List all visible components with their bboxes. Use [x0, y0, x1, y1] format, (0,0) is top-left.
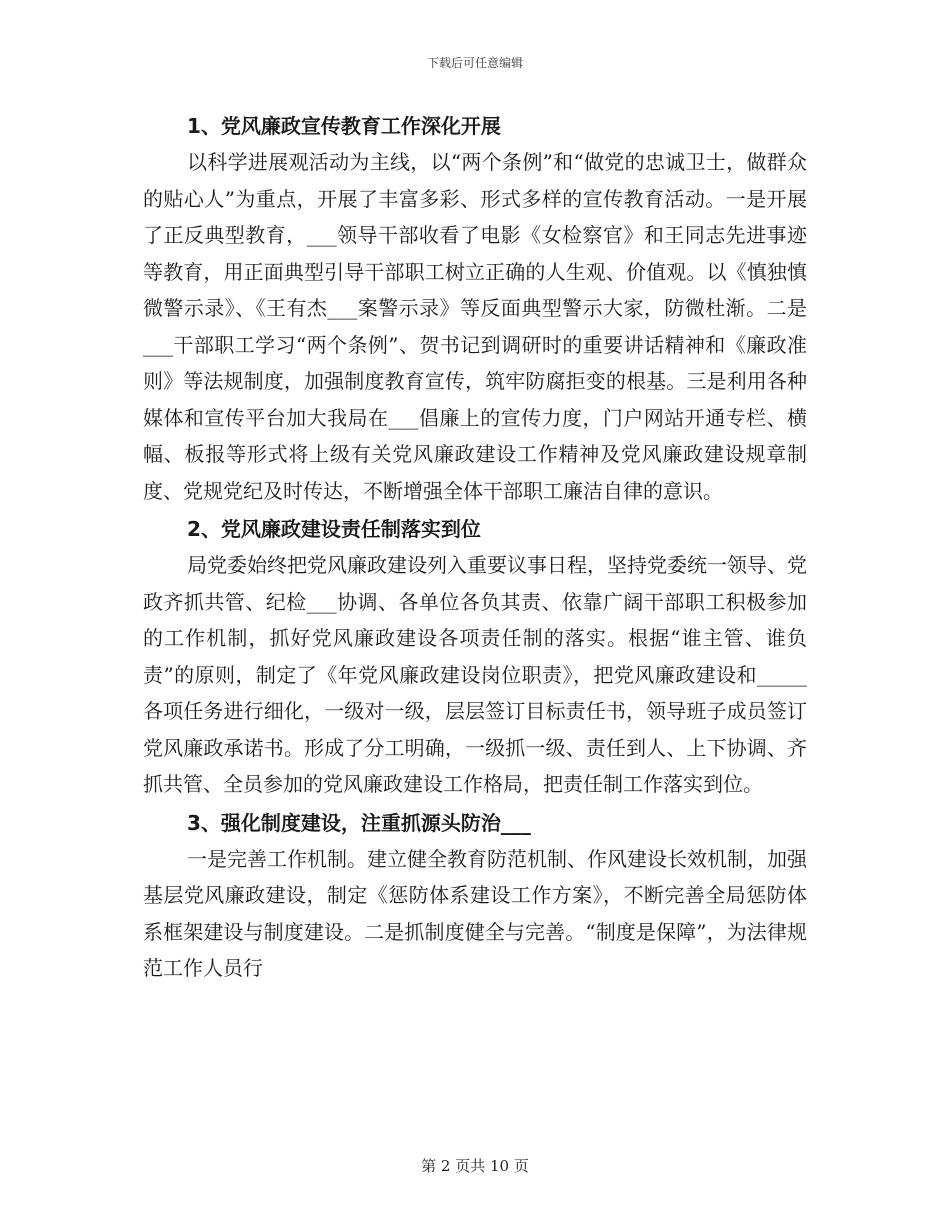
page-header: 下载后可任意编辑	[426, 56, 523, 70]
section-1-heading: 1、党风廉政宣传教育工作深化开展	[187, 114, 501, 138]
section-3-heading: 3、强化制度建设，注重抓源头防治___	[187, 810, 531, 835]
section-2-heading: 2、党风廉政建设责任制落实到位	[187, 517, 481, 541]
section-1-paragraph: 以科学进展观活动为主线，以“两个条例”和“做党的忠诚卫士，做群众的贴心人”为重点，开展了丰富多彩、形式多样的宣传教育活动。一是开展了正反典型教育，___领导干部收看了电影《女检察官》和王同志先进事迹等教育，用正面典型引导干部职工树立正确的人生观、价值观。以《慎独慎微警示录》、《王有杰___案警示录》等反面典型警示大家，防微杜渐。二是___干部职工学习“两个条例”、贺书记到调研时的重要讲话精神和《廉政准则》等法规制度，加强制度教育宣传，筑牢防腐拒变的根基。三是利用各种媒体和宣传平台加大我局在___倡廉上的宣传力度，门户网站开通专栏、横幅、板报等形式将上级有关党风廉政建设工作精神及党风廉政建设规章制度、党规党纪及时传达，不断增强全体干部职工廉洁自律的意识。	[143, 150, 807, 503]
section-2-paragraph: 局党委始终把党风廉政建设列入重要议事日程，坚持党委统一领导、党政齐抓共管、纪检___协调、各单位各负其责、依靠广阔干部职工积极参加的工作机制，抓好党风廉政建设各项责任制的落实。根据“谁主管、谁负责”的原则，制定了《年党风廉政建设岗位职责》，把党风廉政建设和_____各项任务进行细化，一级对一级，层层签订目标责任书，领导班子成员签订党风廉政承诺书。形成了分工明确，一级抓一级、责任到人、上下协调、齐抓共管、全员参加的党风廉政建设工作格局，把责任制工作落实到位。	[143, 553, 807, 796]
document-body	[143, 108, 807, 987]
section-3-paragraph: 一是完善工作机制。建立健全教育防范机制、作风建设长效机制，加强基层党风廉政建设，制定《惩防体系建设工作方案》，不断完善全局惩防体系框架建设与制度建设。二是抓制度健全与完善。“制度是保障”，为法律规范工作人员行	[143, 846, 807, 980]
page-number-footer: 第 2 页共 10 页	[421, 1157, 529, 1175]
